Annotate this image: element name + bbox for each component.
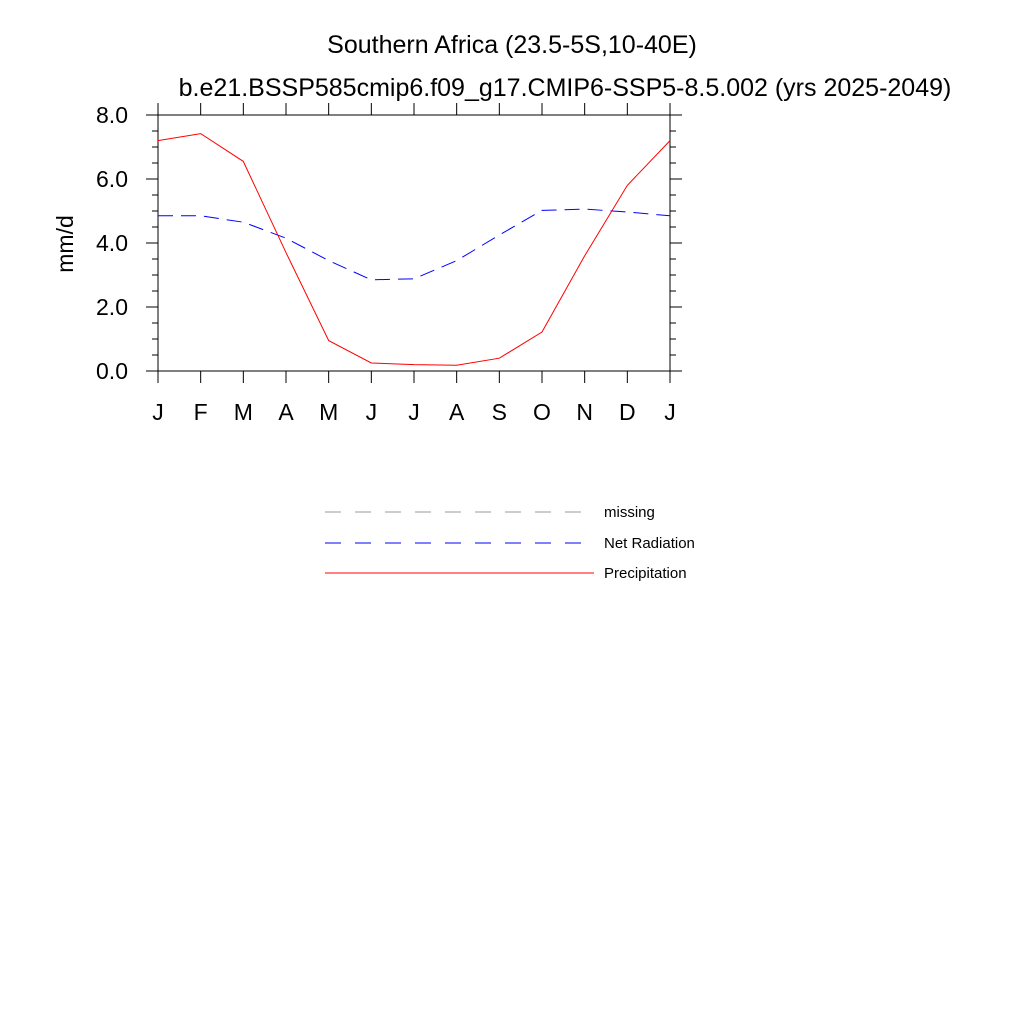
- y-tick-label: 0.0: [96, 358, 128, 384]
- chart-title: Southern Africa (23.5-5S,10-40E): [327, 31, 697, 59]
- y-tick-label: 6.0: [96, 166, 128, 192]
- x-tick-label: M: [233, 399, 253, 425]
- chart-subtitle: b.e21.BSSP585cmip6.f09_g17.CMIP6-SSP5-8.5.002 (yrs 2025-2049): [178, 74, 952, 102]
- x-tick-label: F: [193, 399, 208, 425]
- x-tick-label: A: [278, 399, 294, 425]
- y-axis-label: mm/d: [52, 215, 78, 273]
- plot-frame: [158, 115, 670, 371]
- x-tick-label: A: [448, 399, 465, 425]
- series-line-net-radiation: [158, 209, 670, 280]
- y-tick-label: 8.0: [96, 102, 128, 128]
- legend-label: Net Radiation: [604, 535, 695, 552]
- x-tick-label: O: [533, 399, 551, 425]
- legend-label: missing: [604, 504, 655, 521]
- x-tick-label: J: [365, 399, 378, 425]
- x-tick-label: S: [491, 399, 508, 425]
- series-line-precipitation: [158, 134, 670, 366]
- legend-label: Precipitation: [604, 565, 687, 582]
- x-tick-label: J: [664, 399, 676, 425]
- x-tick-label: D: [619, 399, 636, 425]
- x-tick-label: N: [576, 399, 593, 425]
- x-tick-label: M: [319, 399, 339, 425]
- y-tick-label: 2.0: [96, 294, 128, 320]
- axes: [96, 102, 682, 425]
- y-tick-label: 4.0: [96, 230, 128, 256]
- x-tick-label: J: [152, 399, 164, 425]
- series-layer: [158, 134, 670, 366]
- x-tick-label: J: [408, 399, 420, 425]
- legend: [325, 504, 695, 582]
